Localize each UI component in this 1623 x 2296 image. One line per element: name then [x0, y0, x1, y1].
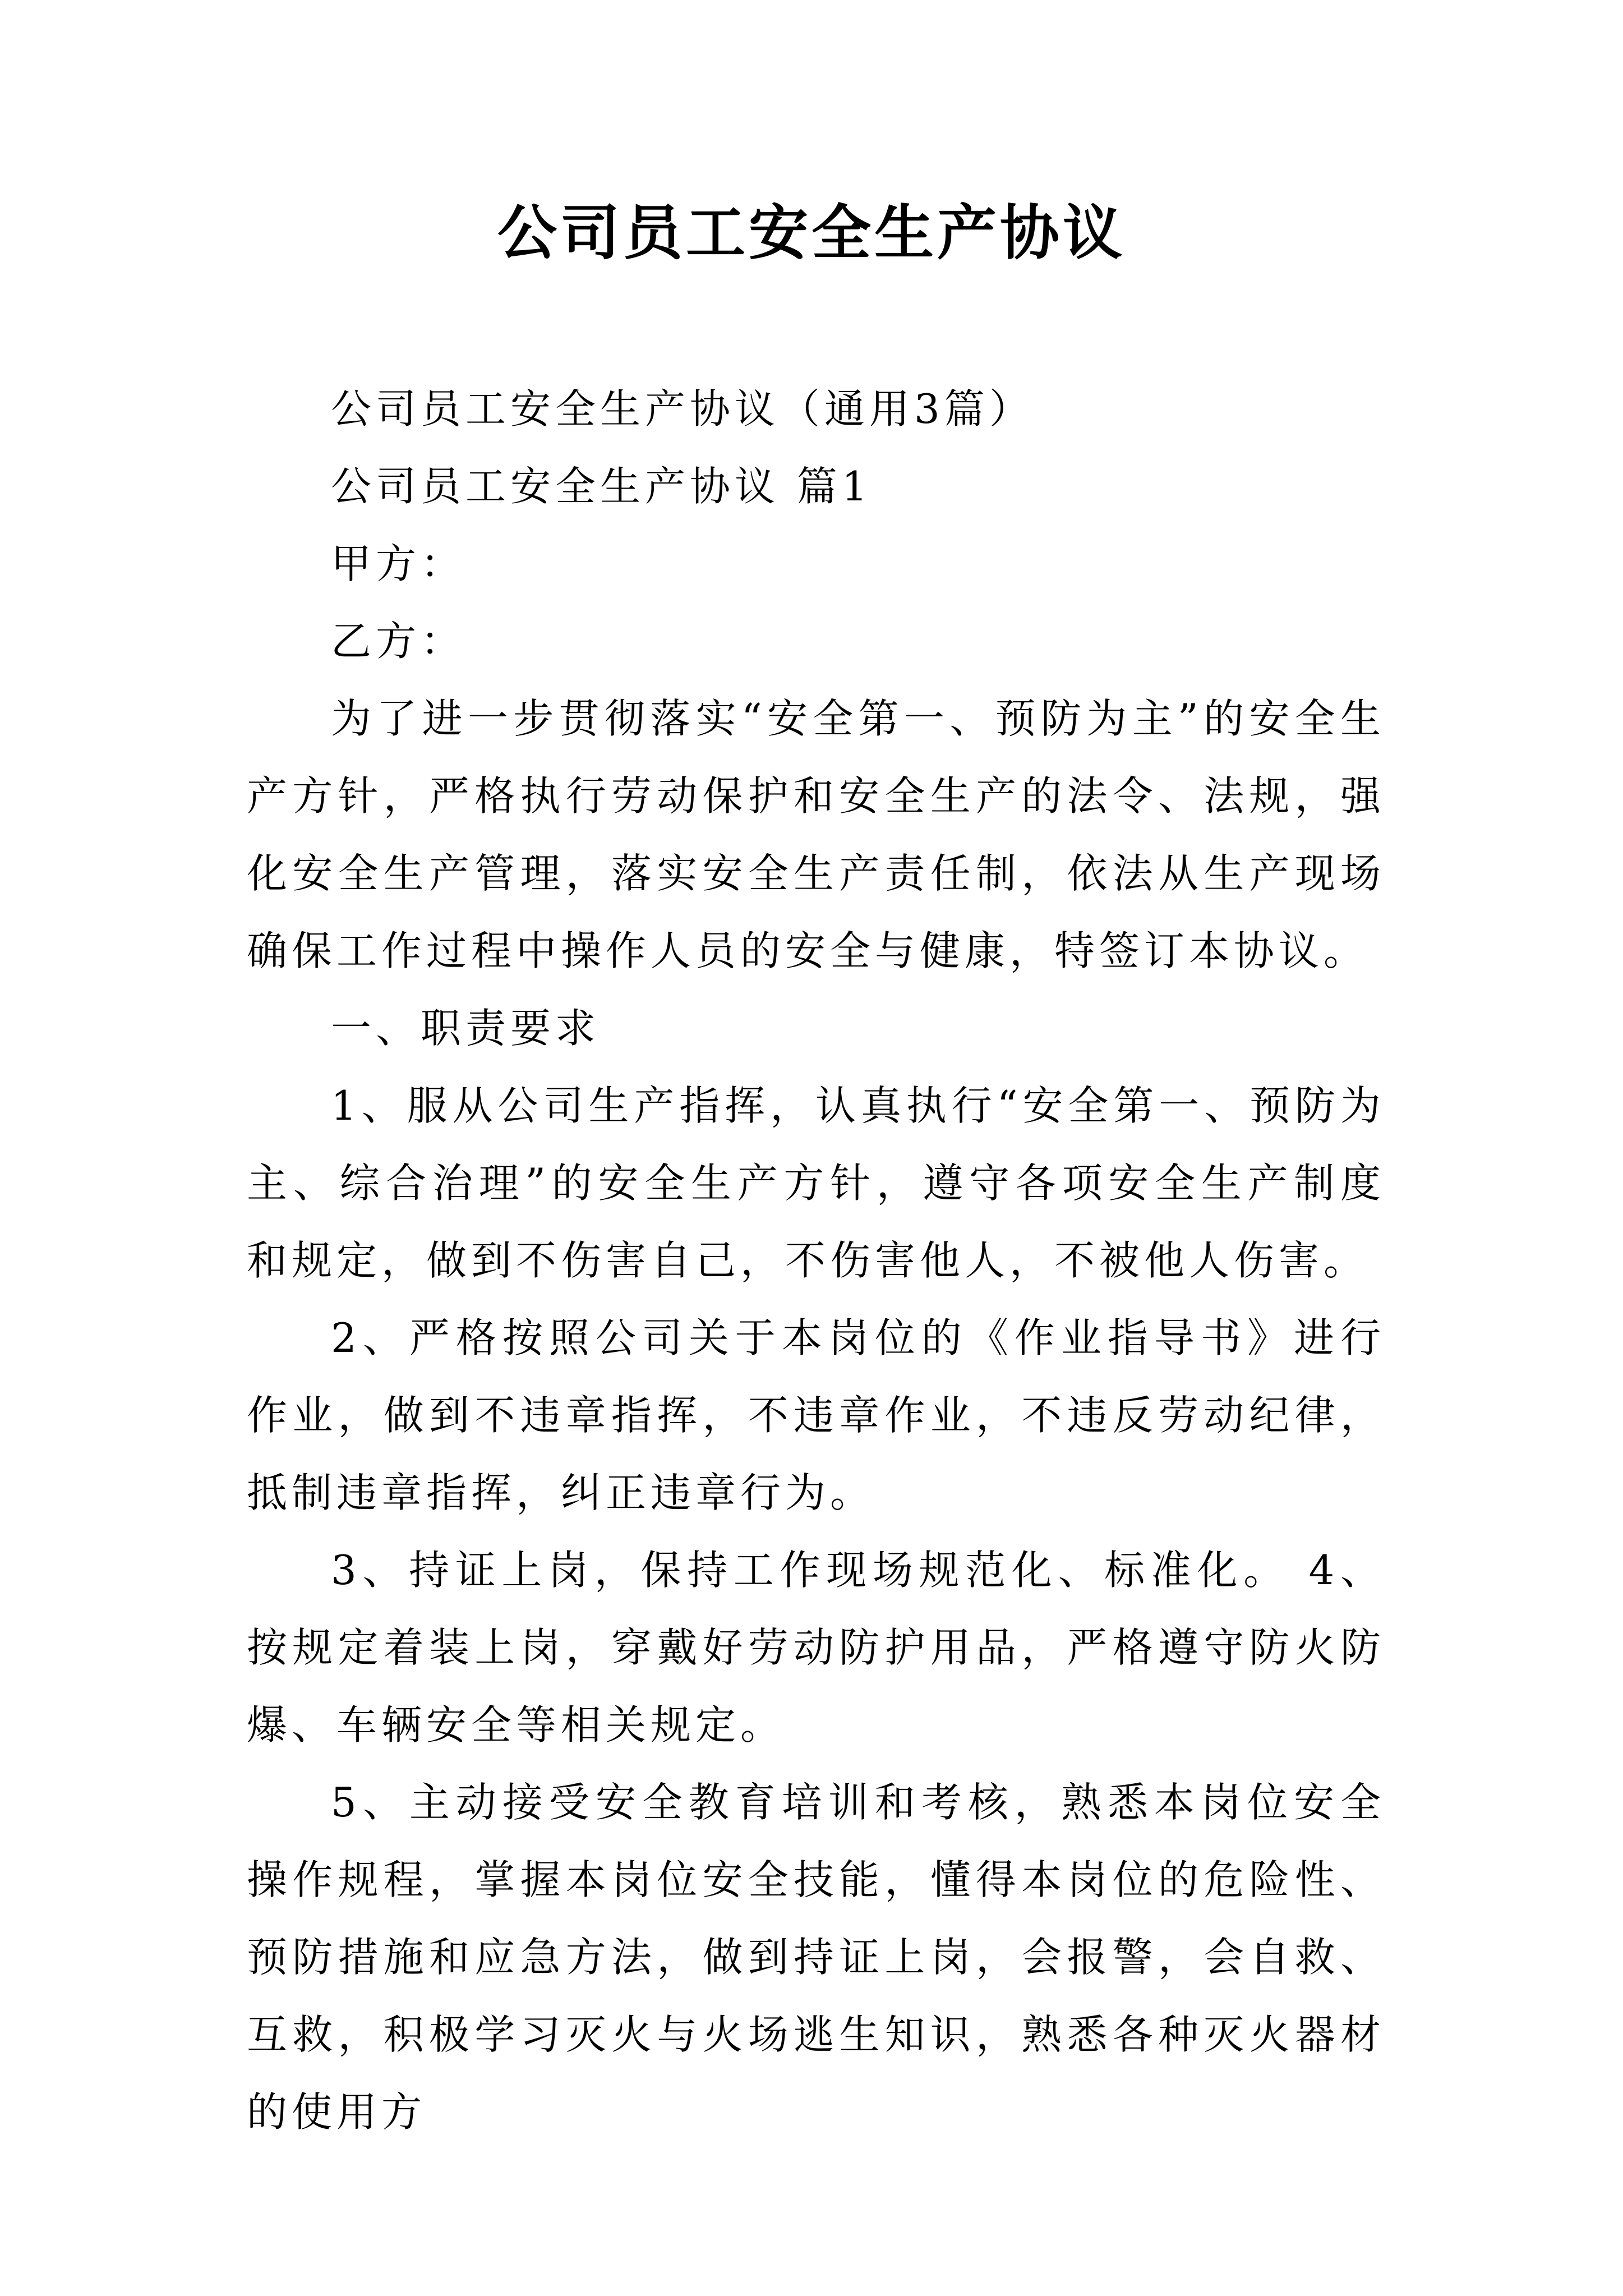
paragraph-subtitle: 公司员工安全生产协议（通用3篇） [331, 385, 1034, 432]
paragraph-item-3-4: 3、持证上岗，保持工作现场规范化、标准化。 4、按规定着装上岗，穿戴好劳动防护用品，严格遵守防火防爆、车辆安全等相关规定。 [247, 1547, 1385, 1749]
paragraph-party-b: 乙方： [331, 618, 466, 665]
paragraph-preamble: 为了进一步贯彻落实“安全第一、预防为主”的安全生产方针，严格执行劳动保护和安全生产的法令、法规，强化安全生产管理，落实安全生产责任制，依法从生产现场确保工作过程中操作人员的安全与健康，特签订本协议。 [247, 695, 1385, 974]
paragraph-item-1: 1、服从公司生产指挥，认真执行“安全第一、预防为主、综合治理”的安全生产方针，遵守各项安全生产制度和规定，做到不伤害自己，不伤害他人，不被他人伤害。 [247, 1082, 1385, 1284]
paragraph-chapter-heading: 公司员工安全生产协议 篇1 [331, 463, 872, 510]
paragraph-party-a: 甲方： [331, 540, 466, 587]
paragraph-item-2: 2、严格按照公司关于本岗位的《作业指导书》进行作业，做到不违章指挥，不违章作业，不违反劳动纪律，抵制违章指挥，纠正违章行为。 [247, 1314, 1385, 1516]
paragraph-section-heading: 一、职责要求 [331, 1005, 601, 1052]
paragraph-item-5: 5、主动接受安全教育培训和考核，熟悉本岗位安全操作规程，掌握本岗位安全技能，懂得本岗位的危险性、预防措施和应急方法，做到持证上岗，会报警，会自救、互救，积极学习灭火与火场逃生知识，熟悉各种灭火器材的使用方 [247, 1779, 1385, 2136]
document-body [247, 370, 1385, 2151]
document-title: 公司员工安全生产协议 [497, 197, 1126, 268]
